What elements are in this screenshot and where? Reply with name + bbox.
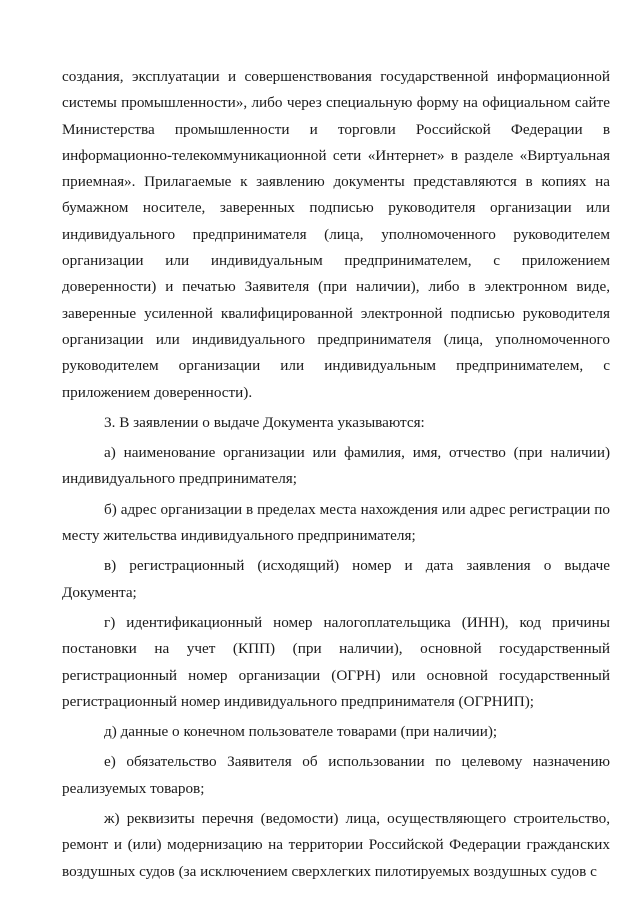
paragraph-subitem-e: е) обязательство Заявителя об использовании по целевому назначению реализуемых товаров;: [62, 753, 610, 797]
document-body: [62, 64, 610, 885]
paragraph-subitem-v: в) регистрационный (исходящий) номер и дата заявления о выдаче Документа;: [62, 557, 610, 601]
paragraph-subitem-a: а) наименование организации или фамилия, имя, отчество (при наличии) индивидуального предпринимателя;: [62, 444, 610, 488]
paragraph-subitem-b: б) адрес организации в пределах места нахождения или адрес регистрации по месту жительства индивидуального предпринимателя;: [62, 500, 610, 545]
paragraph-continuation: создания, эксплуатации и совершенствования государственной информационной системы промышленности», либо через специальную форму на официальном сайте Министерства промышленности и торговли Российской Федерации в информационно-телекоммуникационной сети «Интернет» в разделе «Виртуальная приемная». Прилагаемые к заявлению документы представляются в копиях на бумажном носителе, заверенных подписью руководителя организации или индивидуального предпринимателя (лица, уполномоченного руководителем организации или индивидуальным предпринимателем, с приложением доверенности) и печатью Заявителя (при наличии), либо в электронном виде, заверенные усиленной квалифицированной электронной подписью руководителя организации или индивидуального предпринимателя (лица, уполномоченного руководителем организации или индивидуальным предпринимателем, с приложением доверенности).: [62, 68, 610, 401]
paragraph-item-3: 3. В заявлении о выдаче Документа указываются:: [104, 413, 425, 431]
paragraph-subitem-g: г) идентификационный номер налогоплательщика (ИНН), код причины постановки на учет (КПП) (при наличии), основной государственный регистрационный номер организации (ОГРН) или основной государственный регистрационный номер индивидуального предпринимателя (ОГРНИП);: [62, 613, 610, 710]
paragraph-subitem-d: д) данные о конечном пользователе товарами (при наличии);: [104, 723, 498, 741]
paragraph-subitem-zh: ж) реквизиты перечня (ведомости) лица, осуществляющего строительство, ремонт и (или) модернизацию на территории Российской Федерации гражданских воздушных судов (за исключением сверхлегких пилотируемых воздушных судов с: [62, 810, 610, 880]
